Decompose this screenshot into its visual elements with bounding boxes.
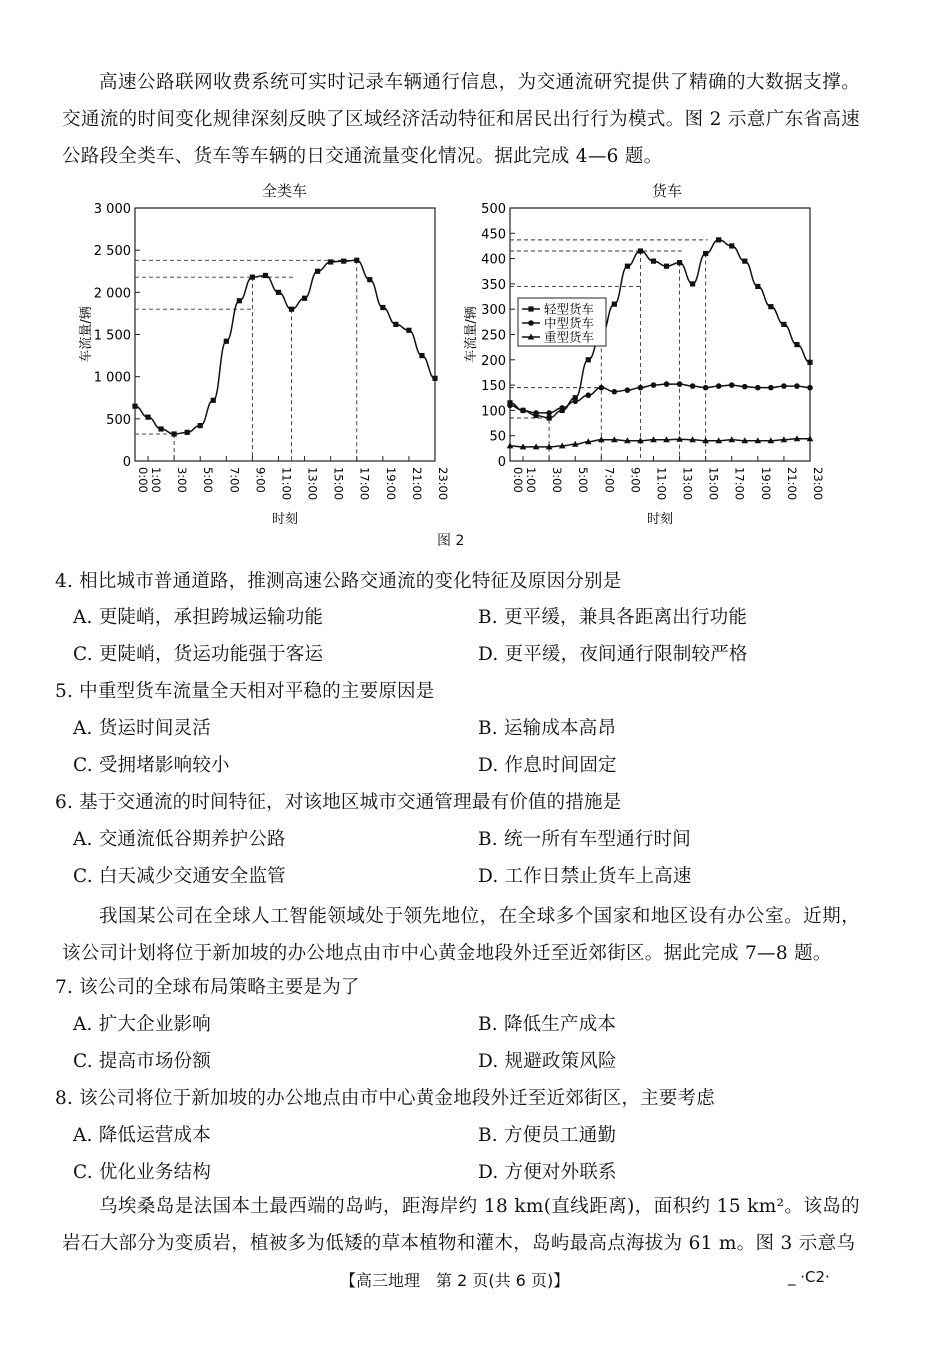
data-point (755, 385, 761, 391)
x-tick-label: 9:00 (253, 467, 268, 493)
data-point (716, 237, 721, 242)
data-point (559, 405, 565, 411)
data-point (599, 385, 605, 391)
x-tick-label: 3:00 (550, 467, 565, 493)
data-point (742, 384, 748, 390)
x-tick-label: 1:00 (524, 467, 539, 493)
data-point (612, 389, 618, 395)
data-point (198, 423, 203, 428)
data-point (250, 275, 255, 280)
x-tick-label: 5:00 (576, 467, 591, 493)
series-line-中型货车 (510, 384, 810, 413)
data-point (586, 357, 591, 362)
data-point (507, 403, 513, 409)
q6-option-c: C. 白天减少交通安全监管 (73, 866, 286, 887)
legend-marker (528, 306, 533, 311)
data-point (638, 248, 643, 253)
q7-option-c: C. 提高市场份额 (73, 1051, 212, 1072)
data-point (781, 322, 786, 327)
x-axis-label: 时刻 (271, 512, 299, 527)
q8-option-c: C. 优化业务结构 (73, 1162, 212, 1183)
data-point (794, 342, 799, 347)
legend-label: 轻型货车 (544, 301, 595, 317)
y-tick-label: 500 (481, 202, 506, 217)
data-point (664, 264, 669, 269)
data-point (406, 328, 411, 333)
y-tick-label: 2 500 (93, 244, 131, 260)
data-point (263, 273, 268, 278)
y-tick-label: 500 (106, 412, 131, 428)
q5-option-a: A. 货运时间灵活 (73, 718, 211, 739)
data-point (703, 385, 709, 391)
data-point (716, 383, 722, 389)
x-axis-label: 时刻 (646, 512, 674, 527)
legend-label: 重型货车 (544, 329, 595, 345)
data-point (419, 353, 424, 358)
y-tick-label: 250 (481, 328, 506, 344)
q7-option-b: B. 降低生产成本 (478, 1014, 617, 1035)
y-tick-label: 2 000 (93, 286, 131, 302)
data-point (237, 298, 242, 303)
y-tick-label: 50 (489, 429, 506, 445)
passage-company: 我国某公司在全球人工智能领域处于领先地位，在全球多个国家和地区设有办公室。近期，该公司计划将位于新加坡的办公地点由市中心黄金地段外迁至近郊街区。据此完成 7—8 题。 (62, 906, 860, 964)
data-point (546, 410, 552, 416)
x-tick-label: 3:00 (175, 467, 190, 493)
x-tick-label: 17:00 (357, 467, 372, 501)
q6-option-d: D. 工作日禁止货车上高速 (478, 866, 692, 887)
data-point (276, 290, 281, 295)
x-tick-label: 1:00 (149, 467, 164, 493)
chart-title-trucks: 货车 (652, 182, 683, 200)
x-tick-label: 15:00 (706, 467, 721, 501)
data-point (794, 383, 800, 389)
data-point (625, 264, 630, 269)
chart-trucks (455, 195, 830, 530)
data-point (302, 296, 307, 301)
x-tick-label: 0:00 (136, 467, 150, 493)
question-8-stem: 8. 该公司将位于新加坡的办公地点由市中心黄金地段外迁至近郊街区，主要考虑 (55, 1088, 715, 1109)
chart-title-all-vehicles: 全类车 (262, 182, 308, 200)
q6-option-b: B. 统一所有车型通行时间 (478, 829, 691, 850)
data-point (651, 259, 656, 264)
data-point (755, 284, 760, 289)
data-point (289, 307, 294, 312)
data-point (432, 376, 437, 381)
data-point (677, 260, 682, 265)
data-point (638, 385, 644, 391)
y-tick-label: 100 (481, 404, 506, 420)
x-tick-label: 23:00 (436, 467, 450, 501)
x-tick-label: 15:00 (331, 467, 346, 501)
data-point (520, 408, 526, 414)
x-tick-label: 19:00 (758, 467, 773, 501)
x-tick-label: 19:00 (383, 467, 398, 501)
data-point (132, 404, 137, 409)
data-point (768, 304, 773, 309)
data-point (742, 259, 747, 264)
y-tick-label: 1 500 (93, 328, 131, 344)
x-tick-label: 17:00 (732, 467, 747, 501)
data-point (781, 383, 787, 389)
data-point (690, 281, 695, 286)
intro-paragraph: 高速公路联网收费系统可实时记录车辆通行信息，为交通流研究提供了精确的大数据支撑。交通流的时间变化规律深刻反映了区域经济活动特征和居民出行行为模式。图 2 示意广东省高速公路段全类车、货车等车辆的日交通流量变化情况。据此完成 4—6 题。 (62, 72, 860, 167)
data-point (807, 360, 812, 365)
data-point (533, 410, 539, 416)
data-point (367, 277, 372, 282)
y-axis-label: 车流量/辆 (464, 306, 479, 363)
x-tick-label: 21:00 (784, 467, 799, 501)
legend-marker (528, 320, 534, 326)
data-point (158, 426, 163, 431)
question-7-stem: 7. 该公司的全球布局策略主要是为了 (55, 977, 360, 998)
q4-option-d: D. 更平缓，夜间通行限制较严格 (478, 644, 748, 665)
y-axis-label: 车流量/辆 (79, 306, 94, 363)
q8-option-d: D. 方便对外联系 (478, 1162, 617, 1183)
q6-option-a: A. 交通流低谷期养护公路 (73, 829, 286, 850)
figure-caption: 图 2 (437, 533, 465, 549)
q4-option-c: C. 更陡峭，货运功能强于客运 (73, 644, 324, 665)
x-tick-label: 9:00 (628, 467, 643, 493)
data-point (703, 251, 708, 256)
x-tick-label: 13:00 (305, 467, 320, 501)
question-4-stem: 4. 相比城市普通道路，推测高速公路交通流的变化特征及原因分别是 (55, 571, 622, 592)
passage-island: 乌埃桑岛是法国本土最西端的岛屿，距海岸约 18 km(直线距离)，面积约 15 km²。该岛的岩石大部分为变质岩，植被多为低矮的草本植物和灌木，岛屿最高点海拔为 61 m。图 3 示意乌 (62, 1196, 860, 1254)
q8-option-a: A. 降低运营成本 (73, 1125, 211, 1146)
x-tick-label: 11:00 (654, 467, 669, 501)
y-tick-label: 450 (481, 227, 506, 243)
data-point (185, 430, 190, 435)
y-tick-label: 200 (481, 353, 506, 369)
y-tick-label: 0 (497, 455, 506, 470)
data-point (354, 258, 359, 263)
x-tick-label: 5:00 (201, 467, 216, 493)
data-point (380, 305, 385, 310)
y-tick-label: 1 000 (93, 370, 131, 386)
x-tick-label: 13:00 (680, 467, 695, 501)
data-point (768, 385, 774, 391)
plot-frame (135, 208, 435, 461)
q5-option-c: C. 受拥堵影响较小 (73, 755, 230, 776)
x-tick-label: 21:00 (409, 467, 424, 501)
data-point (547, 415, 552, 420)
question-6-stem: 6. 基于交通流的时间特征，对该地区城市交通管理最有价值的措施是 (55, 792, 622, 813)
data-point (341, 259, 346, 264)
y-tick-label: 150 (481, 379, 506, 395)
data-point (145, 415, 150, 420)
data-point (664, 381, 670, 387)
data-point (172, 431, 177, 436)
series-line-all-vehicles (135, 260, 435, 434)
q4-option-b: B. 更平缓，兼具各距离出行功能 (478, 607, 748, 628)
data-point (585, 392, 591, 398)
q7-option-a: A. 扩大企业影响 (73, 1014, 211, 1035)
page-code: _ ·C2· (788, 1268, 830, 1286)
q5-option-d: D. 作息时间固定 (478, 755, 617, 776)
x-tick-label: 23:00 (811, 467, 825, 501)
x-tick-label: 0:00 (511, 467, 525, 493)
question-5-stem: 5. 中重型货车流量全天相对平稳的主要原因是 (55, 681, 435, 702)
legend-label: 中型货车 (544, 315, 595, 331)
data-point (807, 385, 813, 391)
data-point (625, 387, 631, 393)
data-point (328, 259, 333, 264)
y-tick-label: 3 000 (93, 202, 131, 217)
page-footer: 【高三地理 第 2 页(共 6 页)】 (340, 1271, 570, 1290)
q8-option-b: B. 方便员工通勤 (478, 1125, 617, 1146)
data-point (315, 269, 320, 274)
data-point (651, 382, 657, 388)
x-tick-label: 7:00 (602, 467, 617, 493)
q7-option-d: D. 规避政策风险 (478, 1051, 617, 1072)
data-point (677, 381, 683, 387)
data-point (729, 243, 734, 248)
chart-all-vehicles (70, 195, 450, 530)
y-tick-label: 300 (481, 303, 506, 319)
q4-option-a: A. 更陡峭，承担跨城运输功能 (73, 607, 324, 628)
series-line-重型货车 (510, 439, 810, 447)
data-point (572, 398, 578, 404)
x-tick-label: 11:00 (279, 467, 294, 501)
data-point (612, 302, 617, 307)
data-point (224, 339, 229, 344)
data-point (211, 398, 216, 403)
data-point (393, 322, 398, 327)
x-tick-label: 7:00 (227, 467, 242, 493)
y-tick-label: 400 (481, 252, 506, 268)
data-point (690, 383, 696, 389)
y-tick-label: 0 (122, 455, 131, 470)
q5-option-b: B. 运输成本高昂 (478, 718, 617, 739)
y-tick-label: 350 (481, 277, 506, 293)
data-point (729, 382, 735, 388)
